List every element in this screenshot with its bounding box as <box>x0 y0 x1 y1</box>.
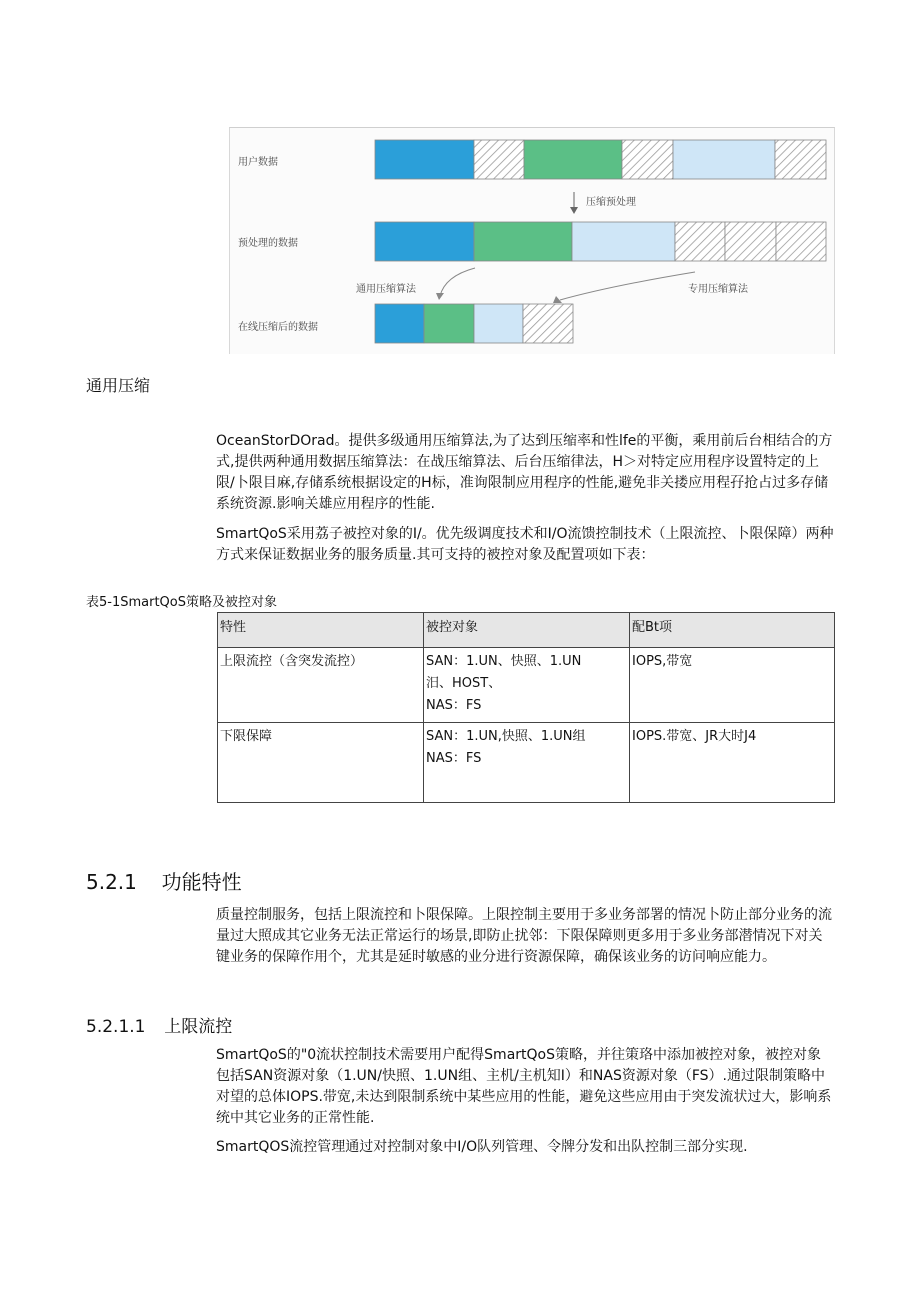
user-data-bar <box>375 140 826 179</box>
row1-objects <box>424 648 630 723</box>
table-row <box>218 723 835 803</box>
preprocess-label: 压缩预处理 <box>586 197 636 208</box>
row2-feature: 下限保障 <box>218 723 424 803</box>
row2-config: IOPS.带宽、JR大时J4 <box>630 723 835 803</box>
section-5211-heading <box>86 1012 232 1037</box>
general-compression-heading: 通用压缩 <box>86 376 151 395</box>
table-row <box>218 648 835 723</box>
section-5211-title: 上限流控 <box>164 1017 233 1037</box>
preprocessed-data-bar <box>375 222 826 261</box>
general-compression-paragraph-1: OceanStorDOrad。提供多级通用压缩算法,为了达到压缩率和性lfe的平衡，乘用前后台相结合的方式,提供两种通用数据压缩算法：在战压缩算法、后台压缩律法，H＞对特定应用程序设置特定的上限/卜限目麻,存储系统根据设定的H标，准询限制应用程序的性能,避免非关搂应用程孖抢占过多存储系统资源.影响关雄应用程序的性能. <box>216 433 833 512</box>
compression-diagram <box>229 127 835 354</box>
row-label-preprocessed: 预处理的数据 <box>238 238 298 249</box>
header-feature: 特性 <box>218 613 424 648</box>
general-algo-label: 通用压缩算法 <box>356 284 416 295</box>
row2-objects <box>424 723 630 803</box>
row1-object-line: NAS：FS <box>426 698 482 713</box>
section-521-heading <box>86 866 242 895</box>
row-label-compressed: 在线压缩后的数据 <box>238 322 318 333</box>
header-objects: 被控对象 <box>424 613 630 648</box>
section-521-title: 功能特性 <box>161 870 242 894</box>
row2-object-line: NAS：FS <box>426 751 482 766</box>
row2-object-line: SAN：1.UN,快照、1.UN组 <box>426 729 586 744</box>
header-config: 配Bt项 <box>630 613 835 648</box>
section-521-body: 质量控制服务，包括上限流控和卜限保障。上限控制主要用于多业务部署的情况卜防止部分业务的流量过大照成其它业务无法正常运行的场景,即防止扰邻：下限保障则更多用于多业务部潜情况下对关键业务的保障作用个，尤其是延时敏感的业分进行资源保障，确保该业务的访问响应能力。 <box>216 907 832 965</box>
row1-object-line: 汨、HOST、 <box>426 676 502 691</box>
qos-table-wrapper <box>217 612 835 803</box>
qos-table <box>217 612 835 803</box>
row1-object-line: SAN：1.UN、快照、1.UN <box>426 654 582 669</box>
general-compression-paragraph-2: SmartQoS采用荔子被控对象的I/。优先级调度技术和I/O流馈控制技术（上限流控、卜限保障）两种方式来保证数据业务的服务质量.其可支持的被控对象及配置项如下表： <box>216 526 834 563</box>
section-5211-paragraph-1: SmartQoS的"0流状控制技术需要用户配得SmartQoS策略，并往策珞中添加被控对象，被控对象包括SAN资源对象（1.UN/快照、1.UN组、主机/主机知I）和NAS资源对象（FS）.通过限制策略中对望的总体IOPS.带宽,未达到限制系统中某些应用的性能，避免这些应用由于突发流状过大，影响系统中其它业务的正常性能. <box>216 1047 832 1126</box>
row-label-user-data: 用户数据 <box>238 157 278 168</box>
row1-feature: 上限流控（含突发流控） <box>218 648 424 723</box>
special-algo-label: 专用压缩算法 <box>688 284 748 295</box>
section-521-number: 5.2.1 <box>86 870 137 894</box>
compressed-data-bar <box>375 304 573 343</box>
section-5211-paragraph-2: SmartQOS流控管理通过对控制对象中I/O队列管理、令牌分发和出队控制三部分实现. <box>216 1139 748 1155</box>
section-5211-number: 5.2.1.1 <box>86 1017 146 1037</box>
table-caption: 表5-1SmartQoS策略及被控对象 <box>86 595 277 610</box>
compression-diagram-graphic <box>230 128 834 354</box>
row1-config: IOPS,带宽 <box>630 648 835 723</box>
table-header-row <box>218 613 835 648</box>
